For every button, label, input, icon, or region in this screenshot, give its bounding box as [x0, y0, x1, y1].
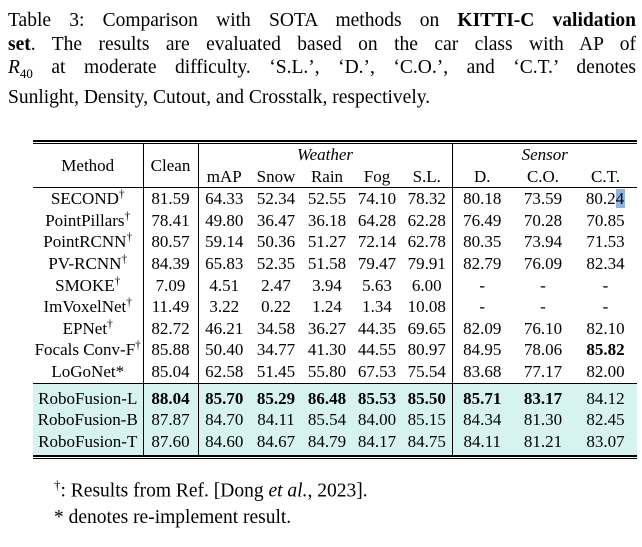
value-cell: 85.53 [352, 383, 402, 409]
dagger-mark: † [126, 296, 133, 309]
table-row [33, 409, 637, 431]
value-cell: 85.54 [302, 409, 352, 431]
clean-value-cell: 88.04 [143, 383, 198, 409]
method-name-cell: PointRCNN† [33, 231, 143, 253]
value-cell: 84.17 [352, 431, 402, 456]
col-header-method: Method [33, 144, 143, 188]
method-name-cell: PointPillars† [33, 210, 143, 232]
clean-value-cell: 85.88 [143, 339, 198, 361]
value-cell: 74.10 [357, 189, 397, 209]
value-cell: 51.45 [250, 361, 302, 383]
table-row [33, 318, 637, 340]
value-cell: 67.53 [352, 361, 402, 383]
value-cell: 34.58 [256, 318, 296, 338]
value-cell: 65.83 [205, 254, 244, 274]
value-cell: 81.30 [512, 409, 574, 431]
text-segment: at moderate difficulty. ‘S.L.’, ‘D.’, ‘C.O.’, and ‘C.T.’ denotes [32, 57, 636, 79]
value-cell: 52.35 [256, 254, 296, 274]
value-cell: 82.00 [574, 361, 637, 383]
footnote-line [54, 472, 642, 505]
col-header-clean: Clean [143, 144, 198, 188]
value-cell: 85.15 [402, 409, 452, 431]
value-cell: 75.54 [402, 361, 452, 383]
caption-line [8, 33, 636, 57]
value-cell: 41.30 [307, 340, 347, 360]
clean-value-cell: 7.09 [143, 275, 198, 297]
clean-value-cell: 80.57 [143, 231, 198, 253]
value-cell: 82.34 [586, 254, 625, 274]
clean-value-cell: 84.39 [143, 253, 198, 275]
dagger-mark: † [114, 274, 121, 287]
value-cell: 50.40 [205, 340, 244, 360]
col-header-rain: Rain [302, 166, 352, 188]
text-selection-highlight: 4 [615, 189, 625, 209]
value-cell: 85.71 [452, 383, 512, 409]
value-cell: 83.07 [574, 431, 637, 456]
value-cell: 84.67 [250, 431, 302, 456]
value-cell: 34.77 [256, 340, 296, 360]
value-cell: 77.17 [512, 361, 574, 383]
header-row-groups [33, 144, 637, 166]
value-cell: 82.10 [586, 318, 625, 338]
value-cell: 44.35 [357, 318, 397, 338]
value-cell: 80.24 [585, 189, 625, 209]
value-cell: 78.06 [523, 340, 563, 360]
table-row [33, 275, 637, 297]
value-cell: 84.00 [352, 409, 402, 431]
value-cell: - [602, 297, 609, 317]
value-cell: 52.55 [307, 189, 347, 209]
method-name-cell: RoboFusion-T [33, 431, 143, 456]
table-header [33, 144, 637, 188]
method-name-cell: PV-RCNN† [33, 253, 143, 275]
col-header-snow: Snow [250, 166, 302, 188]
caption-line [8, 86, 636, 110]
col-header-density: D. [452, 166, 512, 188]
value-cell: 51.58 [307, 254, 347, 274]
value-cell: 84.60 [198, 431, 250, 456]
value-cell: 85.70 [198, 383, 250, 409]
text-segment: et al. [268, 480, 308, 502]
method-name-cell: RoboFusion-B [33, 409, 143, 431]
results-table [33, 140, 637, 459]
value-cell: 84.11 [452, 431, 512, 456]
method-name-cell: SMOKE† [33, 275, 143, 297]
table-body-sota [33, 188, 637, 383]
value-cell: 76.49 [463, 210, 502, 230]
value-cell: 71.53 [586, 232, 625, 252]
method-name-cell: EPNet† [33, 318, 143, 340]
paper-caption [8, 9, 636, 109]
value-cell: 5.63 [362, 275, 392, 295]
value-cell: 44.55 [357, 340, 397, 360]
clean-value-cell: 82.72 [143, 318, 198, 340]
value-cell: - [602, 275, 609, 295]
value-cell: 84.79 [302, 431, 352, 456]
method-name-cell: SECOND† [33, 188, 143, 210]
footnote-line [54, 505, 642, 532]
table-row [33, 339, 637, 361]
text-segment: KITTI-C validation [457, 10, 636, 31]
value-cell: - [540, 297, 546, 317]
table-row [33, 431, 637, 456]
value-cell: 36.18 [307, 210, 347, 230]
value-cell: 46.21 [205, 318, 244, 338]
text-segment: * denotes re-implement result. [54, 507, 292, 529]
value-cell: 85.82 [586, 340, 625, 360]
value-cell: 62.78 [402, 231, 452, 253]
value-cell: 81.21 [512, 431, 574, 456]
value-cell: 69.65 [402, 318, 452, 340]
method-name-cell: Focals Conv-F† [33, 339, 143, 361]
method-name-cell: ImVoxelNet† [33, 296, 143, 318]
text-segment: . The results are evaluated based on the car class with AP of [30, 33, 636, 55]
value-cell: 79.47 [357, 254, 397, 274]
value-cell: 85.50 [402, 383, 452, 409]
value-cell: 51.27 [307, 232, 347, 252]
value-cell: 73.59 [523, 189, 563, 209]
value-cell: 72.14 [357, 232, 397, 252]
text-segment: Sunlight, Density, Cutout, and Crosstalk, respectively. [8, 86, 431, 108]
value-cell: 84.11 [250, 409, 302, 431]
col-header-cutout: C.O. [512, 166, 574, 188]
col-header-sunlight: S.L. [402, 166, 452, 188]
value-cell: 76.10 [523, 318, 563, 338]
value-cell: 1.24 [312, 297, 342, 317]
value-cell: - [479, 275, 486, 295]
value-cell: 36.47 [256, 210, 296, 230]
value-cell: - [540, 275, 546, 295]
text-segment: Table 3: Comparison with SOTA methods on [8, 10, 458, 31]
caption-line [8, 56, 636, 85]
value-cell: 70.28 [523, 210, 563, 230]
col-group-sensor: Sensor [521, 145, 568, 165]
value-cell: 2.47 [261, 275, 291, 295]
value-cell: 62.28 [402, 210, 452, 232]
value-cell: - [479, 297, 486, 317]
value-cell: 83.17 [512, 383, 574, 409]
col-header-map: mAP [198, 166, 250, 188]
value-cell: 80.97 [402, 339, 452, 361]
text-segment: 40 [19, 66, 33, 82]
clean-value-cell: 11.49 [143, 296, 198, 318]
clean-value-cell: 78.41 [143, 210, 198, 232]
value-cell: 82.09 [463, 318, 502, 338]
dagger-mark: † [126, 231, 133, 244]
table-bottom-rule [33, 455, 637, 459]
col-header-crosstalk: C.T. [574, 166, 637, 188]
clean-value-cell: 85.04 [143, 361, 198, 383]
value-cell: 64.33 [205, 189, 244, 209]
table-row [33, 210, 637, 232]
value-cell: 70.85 [586, 210, 625, 230]
table-row [33, 296, 637, 318]
table-row [33, 383, 637, 409]
value-cell: 84.75 [402, 431, 452, 456]
value-cell: 80.18 [463, 189, 502, 209]
value-cell: 6.00 [402, 275, 452, 297]
value-cell: 62.58 [198, 361, 250, 383]
clean-value-cell: 87.87 [143, 409, 198, 431]
value-cell: 73.94 [523, 232, 563, 252]
value-cell: 83.68 [452, 361, 512, 383]
dagger-mark: † [124, 210, 131, 223]
text-segment: R [8, 57, 20, 79]
text-segment: † [54, 477, 61, 493]
value-cell: 84.95 [463, 340, 502, 360]
value-cell: 84.12 [574, 383, 637, 409]
footnotes [54, 472, 642, 532]
value-cell: 4.51 [209, 275, 240, 295]
value-cell: 0.22 [261, 297, 291, 317]
value-cell: 86.48 [302, 383, 352, 409]
results-table-grid [33, 144, 637, 455]
caption-line [8, 9, 636, 33]
dagger-mark: † [121, 253, 128, 266]
col-group-weather: Weather [198, 144, 452, 166]
value-cell: 3.94 [312, 275, 342, 295]
table-row [33, 253, 637, 275]
dagger-mark: † [107, 318, 113, 331]
value-cell: 85.29 [250, 383, 302, 409]
clean-value-cell: 87.60 [143, 431, 198, 456]
value-cell: 82.45 [574, 409, 637, 431]
text-segment: , 2023]. [307, 480, 368, 502]
value-cell: 80.35 [463, 232, 502, 252]
value-cell: 52.34 [256, 189, 296, 209]
value-cell: 49.80 [205, 210, 244, 230]
value-cell: 78.32 [402, 188, 452, 210]
value-cell: 50.36 [256, 232, 296, 252]
col-header-fog: Fog [352, 166, 402, 188]
table-body-robofusion [33, 383, 637, 455]
value-cell: 10.08 [402, 296, 452, 318]
method-name-cell: RoboFusion-L [33, 383, 143, 409]
value-cell: 79.91 [402, 253, 452, 275]
method-name-cell: LoGoNet* [33, 361, 143, 383]
value-cell: 84.70 [198, 409, 250, 431]
table-row [33, 231, 637, 253]
value-cell: 1.34 [362, 297, 392, 317]
clean-value-cell: 81.59 [143, 188, 198, 210]
value-cell: 76.09 [523, 254, 563, 274]
table-row [33, 361, 637, 383]
value-cell: 64.28 [357, 210, 397, 230]
dagger-mark: † [118, 188, 125, 201]
value-cell: 59.14 [205, 232, 244, 252]
value-cell: 84.34 [452, 409, 512, 431]
text-segment: : Results from Ref. [Dong [60, 480, 269, 502]
value-cell: 82.79 [463, 254, 502, 274]
dagger-mark: † [135, 339, 141, 352]
value-cell: 3.22 [209, 297, 240, 317]
value-cell: 36.27 [307, 318, 347, 338]
text-segment: set [8, 33, 31, 55]
table-row [33, 188, 637, 210]
value-cell: 55.80 [302, 361, 352, 383]
